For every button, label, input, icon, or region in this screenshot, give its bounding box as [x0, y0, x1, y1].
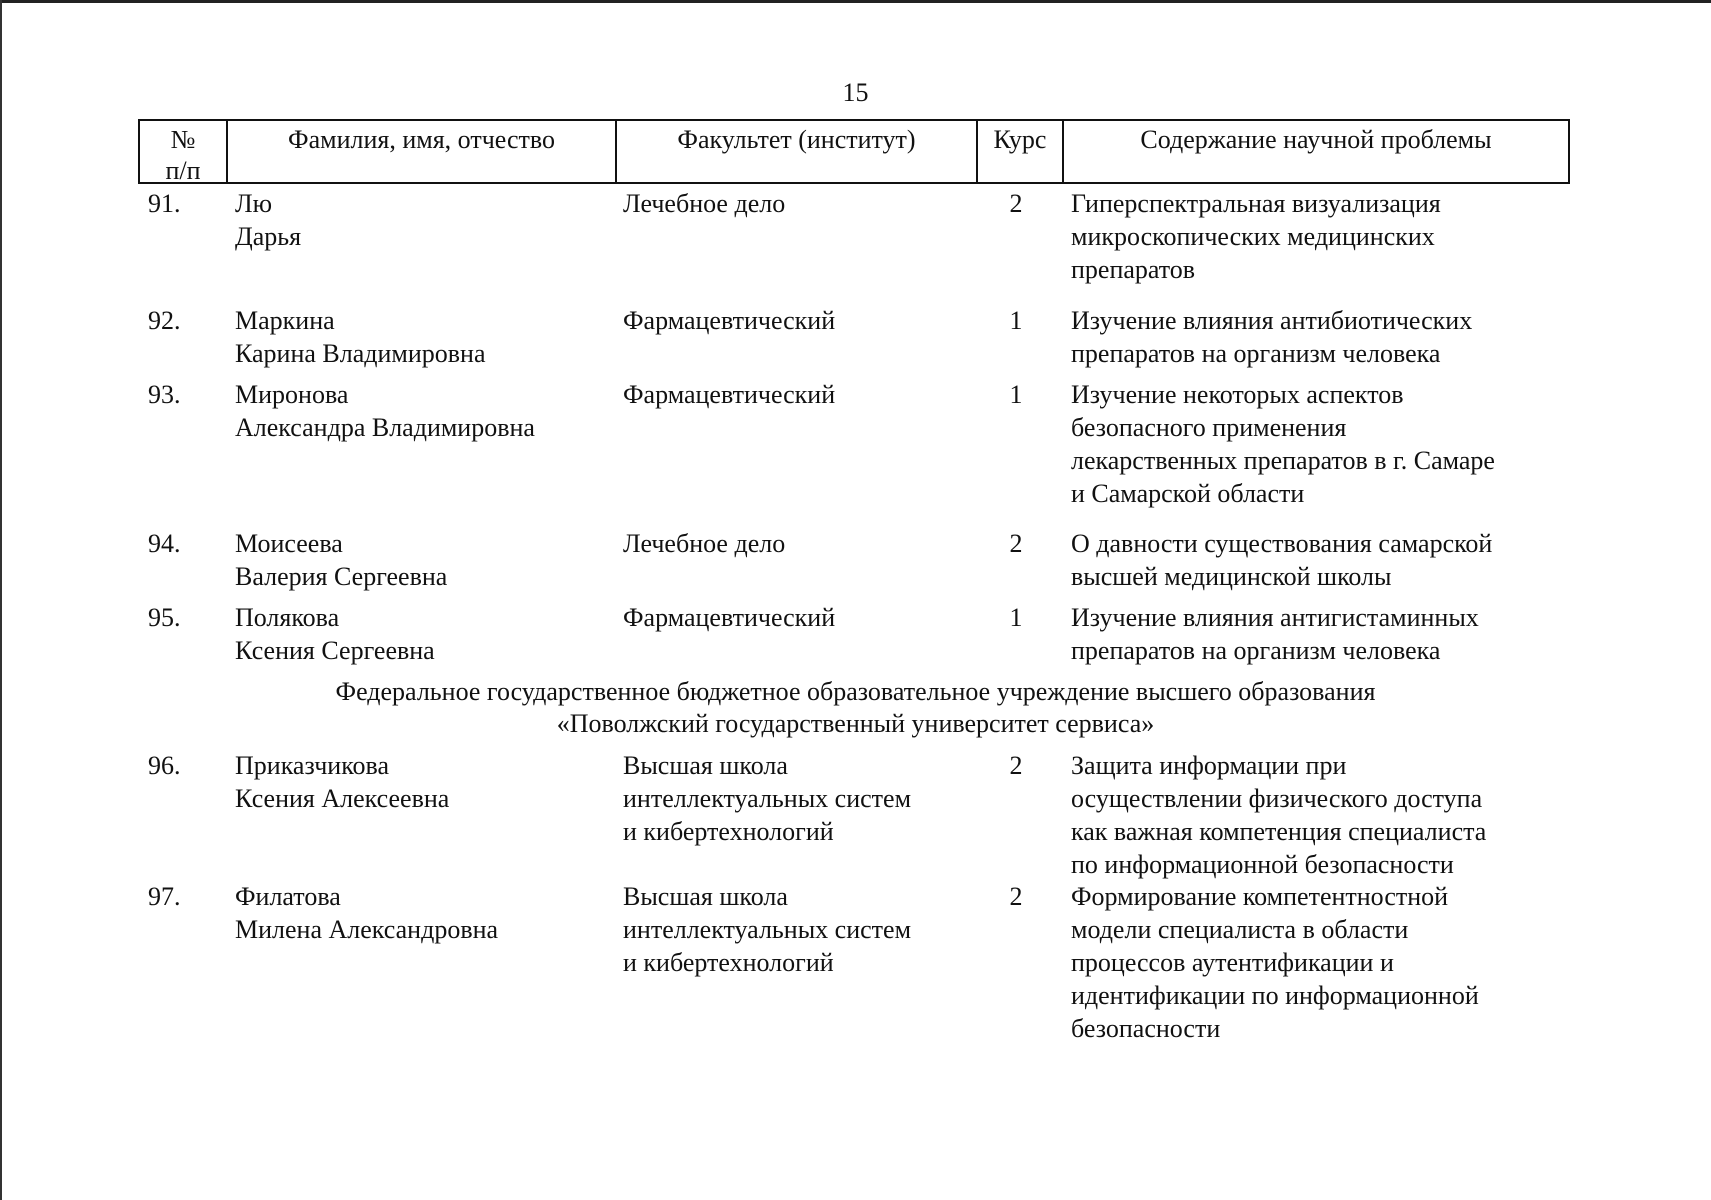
row-number: 95.	[148, 603, 181, 632]
row-number: 93.	[148, 380, 181, 409]
faculty-line: Фармацевтический	[623, 380, 836, 409]
topic-line: Изучение некоторых аспектов	[1071, 380, 1404, 409]
row-faculty	[623, 304, 835, 337]
row-topic	[1071, 304, 1472, 370]
name-line: Полякова	[235, 603, 340, 632]
topic-line: процессов аутентификации и	[1071, 948, 1394, 977]
name-line: Валерия Сергеевна	[235, 562, 448, 591]
row-number: 97.	[148, 882, 181, 911]
name-line: Миронова	[235, 380, 349, 409]
row-faculty	[623, 187, 785, 220]
row-course: 1	[1009, 306, 1023, 335]
page-number: 15	[842, 78, 869, 107]
topic-line: препаратов	[1071, 255, 1196, 284]
scan-border-left	[0, 0, 2, 1200]
topic-line: как важная компетенция специалиста	[1071, 817, 1487, 846]
row-name	[235, 378, 535, 444]
topic-line: Формирование компетентностной	[1071, 882, 1449, 911]
name-line: Дарья	[235, 222, 302, 251]
topic-line: идентификации по информационной	[1071, 981, 1479, 1010]
topic-line: Защита информации при	[1071, 751, 1347, 780]
faculty-line: и кибертехнологий	[623, 948, 834, 977]
topic-line: микроскопических медицинских	[1071, 222, 1435, 251]
name-line: Карина Владимировна	[235, 339, 486, 368]
row-name	[235, 880, 498, 946]
row-topic	[1071, 187, 1441, 286]
name-line: Лю	[235, 189, 273, 218]
name-line: Маркина	[235, 306, 335, 335]
name-line: Моисеева	[235, 529, 343, 558]
row-course: 2	[1009, 189, 1023, 218]
row-course: 1	[1009, 603, 1023, 632]
name-line: Филатова	[235, 882, 341, 911]
header-num	[140, 121, 226, 185]
row-course: 2	[1009, 751, 1023, 780]
faculty-line: Высшая школа	[623, 882, 788, 911]
section-title-line2: «Поволжский государственный университет сервиса»	[556, 709, 1155, 738]
name-line: Александра Владимировна	[235, 413, 535, 442]
row-number: 96.	[148, 751, 181, 780]
row-faculty	[623, 378, 835, 411]
faculty-line: и кибертехнологий	[623, 817, 834, 846]
topic-line: модели специалиста в области	[1071, 915, 1409, 944]
faculty-line: Высшая школа	[623, 751, 788, 780]
row-number: 91.	[148, 189, 181, 218]
header-num-line1: №	[170, 125, 196, 154]
topic-line: высшей медицинской школы	[1071, 562, 1392, 591]
header-num-line2: п/п	[165, 156, 201, 185]
topic-line: и Самарской области	[1071, 479, 1305, 508]
row-topic	[1071, 601, 1479, 667]
scan-border-top	[0, 0, 1711, 3]
row-course: 2	[1009, 882, 1023, 911]
faculty-line: интеллектуальных систем	[623, 915, 912, 944]
row-course: 2	[1009, 529, 1023, 558]
row-faculty	[623, 601, 835, 634]
section-title-line1: Федеральное государственное бюджетное образовательное учреждение высшего образования	[335, 677, 1376, 706]
table-header	[138, 119, 1570, 184]
topic-line: осуществлении физического доступа	[1071, 784, 1483, 813]
topic-line: препаратов на организм человека	[1071, 339, 1441, 368]
topic-line: Изучение влияния антигистаминных	[1071, 603, 1479, 632]
topic-line: Изучение влияния антибиотических	[1071, 306, 1473, 335]
row-topic	[1071, 378, 1495, 510]
row-faculty	[623, 749, 911, 848]
row-name	[235, 304, 486, 370]
topic-line: Гиперспектральная визуализация	[1071, 189, 1441, 218]
topic-line: безопасности	[1071, 1014, 1221, 1043]
row-name	[235, 749, 449, 815]
faculty-line: Фармацевтический	[623, 306, 836, 335]
row-faculty	[623, 880, 911, 979]
row-topic	[1071, 880, 1479, 1045]
name-line: Милена Александровна	[235, 915, 499, 944]
topic-line: препаратов на организм человека	[1071, 636, 1441, 665]
topic-line: безопасного применения	[1071, 413, 1347, 442]
header-topic: Содержание научной проблемы	[1062, 121, 1568, 182]
faculty-line: интеллектуальных систем	[623, 784, 912, 813]
row-name	[235, 601, 435, 667]
row-faculty	[623, 527, 785, 560]
name-line: Приказчикова	[235, 751, 389, 780]
topic-line: по информационной безопасности	[1071, 850, 1454, 879]
name-line: Ксения Алексеевна	[235, 784, 450, 813]
row-course: 1	[1009, 380, 1023, 409]
row-number: 92.	[148, 306, 181, 335]
row-name	[235, 527, 447, 593]
row-number: 94.	[148, 529, 181, 558]
faculty-line: Лечебное дело	[623, 189, 786, 218]
topic-line: О давности существования самарской	[1071, 529, 1493, 558]
faculty-line: Лечебное дело	[623, 529, 786, 558]
row-topic	[1071, 527, 1492, 593]
row-name	[235, 187, 301, 253]
header-faculty: Факультет (институт)	[615, 121, 976, 182]
header-name: Фамилия, имя, отчество	[226, 121, 615, 182]
faculty-line: Фармацевтический	[623, 603, 836, 632]
name-line: Ксения Сергеевна	[235, 636, 435, 665]
row-topic	[1071, 749, 1486, 881]
topic-line: лекарственных препаратов в г. Самаре	[1071, 446, 1495, 475]
header-course: Курс	[976, 121, 1062, 182]
